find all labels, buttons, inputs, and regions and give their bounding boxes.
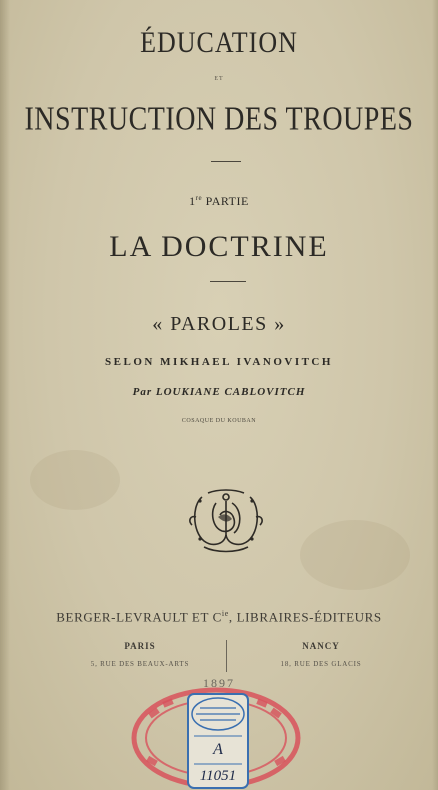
publisher-name-start: BERGER-LEVRAULT ET C [56, 609, 222, 625]
publisher-name-sup: ie [221, 609, 229, 618]
title-conjunction: ET [214, 76, 224, 82]
title-divider [211, 161, 241, 162]
part-title: LA DOCTRINE [109, 230, 329, 263]
shelfmark-number: 11051 [199, 768, 237, 784]
city-nancy: NANCY [302, 641, 340, 651]
author-line: Par LOUKIANE CABLOVITCH [132, 386, 306, 398]
city-paris: PARIS [124, 641, 156, 651]
shelfmark-letter: A [213, 741, 223, 758]
publisher-name-end: , LIBRAIRES-ÉDITEURS [228, 609, 382, 625]
shelfmark-label-icon [186, 692, 250, 790]
part-number-suffix: re [195, 194, 203, 202]
address-paris: 5, RUE DES BEAUX-ARTS [90, 660, 190, 668]
subtitle-words: « PAROLES » [152, 313, 286, 335]
part-word: PARTIE [202, 194, 249, 208]
publication-year: 1897 [203, 676, 235, 690]
paper-stain [30, 450, 120, 510]
paper-stain [300, 520, 410, 590]
author-note: COSAQUE DU KOUBAN [181, 418, 257, 424]
publisher-name [0, 609, 438, 625]
imprint-separator [226, 640, 227, 672]
part-number: 1 [189, 194, 196, 208]
subtitle-attribution: SELON MIKHAEL IVANOVITCH [105, 356, 333, 368]
title-line-2: INSTRUCTION DES TROUPES [24, 100, 414, 138]
title-line-1: ÉDUCATION [140, 25, 298, 60]
monogram-ornament-icon [188, 487, 264, 553]
part-divider [210, 281, 246, 282]
address-nancy: 18, RUE DES GLACIS [280, 660, 362, 668]
part-label [0, 194, 438, 209]
